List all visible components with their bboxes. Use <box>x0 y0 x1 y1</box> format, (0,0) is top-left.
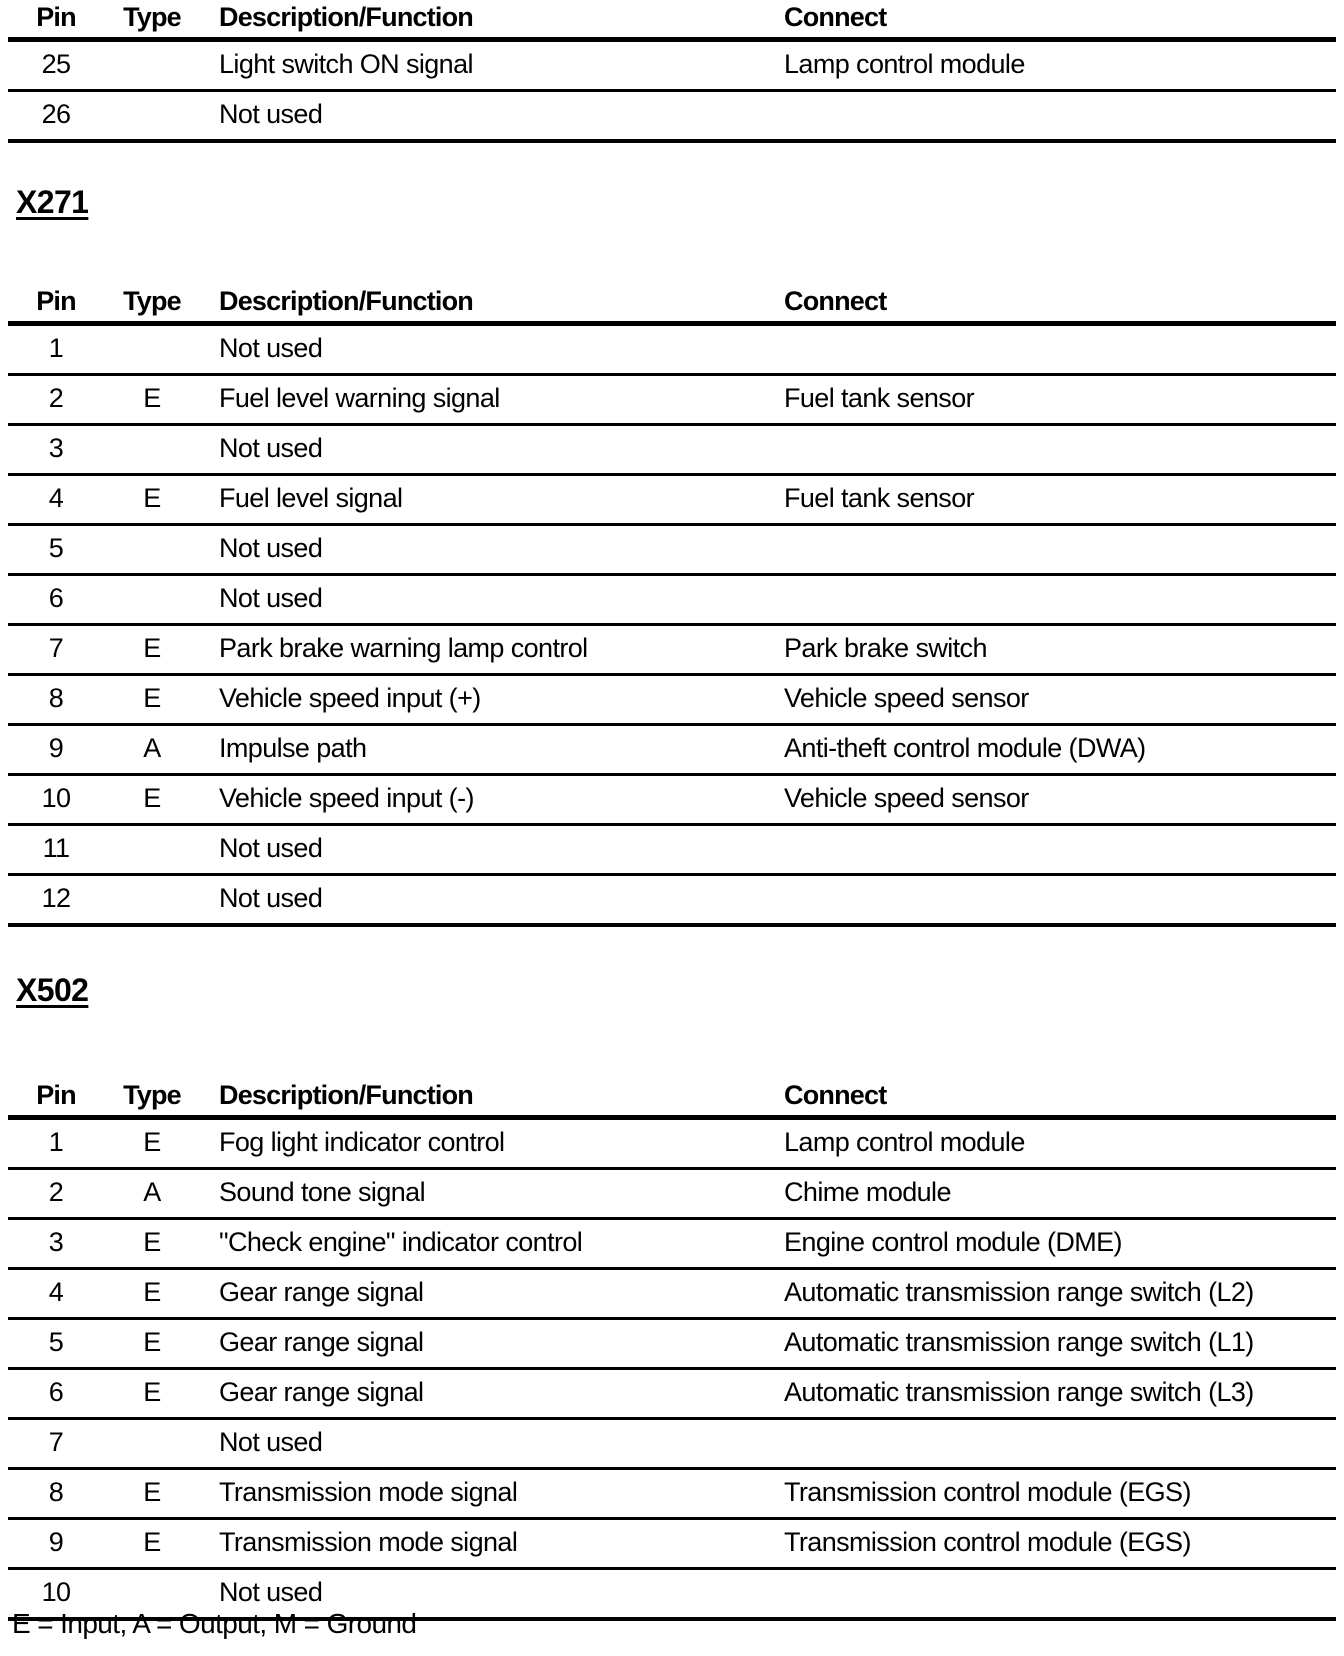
pin-cell: 10 <box>41 783 71 813</box>
table-row <box>8 92 1336 143</box>
pin-cell: 6 <box>48 1377 64 1407</box>
pin-table-x502 <box>8 1078 1336 1621</box>
col-connect-header: Connect <box>784 286 887 316</box>
pin-cell: 5 <box>48 533 64 563</box>
pin-cell: 5 <box>48 1327 64 1357</box>
connect-cell: Automatic transmission range switch (L1) <box>784 1327 1254 1357</box>
pin-cell: 11 <box>42 833 70 863</box>
col-type-header: Type <box>123 286 181 316</box>
pin-cell: 25 <box>41 49 71 79</box>
connector-title-x271: X271 <box>16 184 89 220</box>
table-row <box>8 1470 1336 1520</box>
connect-cell: Vehicle speed sensor <box>784 683 1029 713</box>
pin-cell: 8 <box>48 683 64 713</box>
table-row <box>8 426 1336 476</box>
pin-table-x271 <box>8 284 1336 927</box>
description-cell: Fuel level warning signal <box>219 383 500 413</box>
description-cell: Gear range signal <box>219 1377 424 1407</box>
description-cell: Light switch ON signal <box>219 49 473 79</box>
table-row <box>8 826 1336 876</box>
type-cell: E <box>143 633 161 663</box>
table-row <box>8 1170 1336 1220</box>
type-cell: E <box>143 1477 161 1507</box>
col-description-header: Description/Function <box>219 1080 474 1110</box>
pin-cell: 8 <box>48 1477 64 1507</box>
description-cell: Vehicle speed input (-) <box>219 783 474 813</box>
pin-cell: 3 <box>48 1227 64 1257</box>
col-pin-header: Pin <box>36 2 76 32</box>
type-cell: E <box>143 383 161 413</box>
pin-cell: 2 <box>48 1177 64 1207</box>
table-row <box>8 1270 1336 1320</box>
col-pin-header: Pin <box>36 1080 76 1110</box>
description-cell: Not used <box>219 99 323 129</box>
pin-cell: 3 <box>48 433 64 463</box>
table-row <box>8 1120 1336 1170</box>
description-cell: Gear range signal <box>219 1277 424 1307</box>
table-header <box>8 284 1336 326</box>
connect-cell: Engine control module (DME) <box>784 1227 1122 1257</box>
table-row <box>8 726 1336 776</box>
pin-cell: 9 <box>48 1527 64 1557</box>
connect-cell: Fuel tank sensor <box>784 483 974 513</box>
description-cell: Sound tone signal <box>219 1177 425 1207</box>
table-row <box>8 1420 1336 1470</box>
type-cell: E <box>143 1377 161 1407</box>
table-row <box>8 676 1336 726</box>
table-row <box>8 1520 1336 1570</box>
description-cell: Transmission mode signal <box>219 1527 518 1557</box>
connect-cell: Chime module <box>784 1177 951 1207</box>
pin-cell: 4 <box>48 1277 64 1307</box>
description-cell: Not used <box>219 433 323 463</box>
col-type-header: Type <box>123 1080 181 1110</box>
type-cell: E <box>143 683 161 713</box>
description-cell: Gear range signal <box>219 1327 424 1357</box>
type-cell: A <box>143 733 161 763</box>
type-cell: E <box>143 783 161 813</box>
description-cell: Not used <box>219 1427 323 1457</box>
table-row <box>8 476 1336 526</box>
description-cell: Fuel level signal <box>219 483 403 513</box>
col-connect-header: Connect <box>784 1080 887 1110</box>
connect-cell: Automatic transmission range switch (L3) <box>784 1377 1254 1407</box>
table-row <box>8 1220 1336 1270</box>
type-cell: E <box>143 1277 161 1307</box>
type-cell: E <box>143 1227 161 1257</box>
description-cell: "Check engine" indicator control <box>219 1227 583 1257</box>
description-cell: Not used <box>219 333 323 363</box>
type-cell: A <box>143 1177 161 1207</box>
description-cell: Park brake warning lamp control <box>219 633 588 663</box>
connect-cell: Park brake switch <box>784 633 987 663</box>
col-connect-header: Connect <box>784 2 887 32</box>
col-description-header: Description/Function <box>219 286 474 316</box>
table-row <box>8 1320 1336 1370</box>
table-row <box>8 1370 1336 1420</box>
description-cell: Not used <box>219 833 323 863</box>
description-cell: Not used <box>219 1577 323 1607</box>
table-row <box>8 626 1336 676</box>
connect-cell: Transmission control module (EGS) <box>784 1477 1191 1507</box>
description-cell: Not used <box>219 883 323 913</box>
table-row <box>8 376 1336 426</box>
description-cell: Impulse path <box>219 733 367 763</box>
table-row <box>8 526 1336 576</box>
connect-cell: Lamp control module <box>784 49 1025 79</box>
pin-cell: 7 <box>48 633 64 663</box>
pin-cell: 12 <box>41 883 71 913</box>
description-cell: Transmission mode signal <box>219 1477 518 1507</box>
table-row <box>8 576 1336 626</box>
pin-cell: 1 <box>48 1127 64 1157</box>
pin-table-continued <box>8 0 1336 143</box>
pin-cell: 10 <box>41 1577 71 1607</box>
pin-cell: 7 <box>48 1427 64 1457</box>
connect-cell: Fuel tank sensor <box>784 383 974 413</box>
description-cell: Fog light indicator control <box>219 1127 505 1157</box>
type-legend: E = Input, A = Output, M = Ground <box>12 1608 417 1639</box>
pin-cell: 6 <box>48 583 64 613</box>
table-header <box>8 0 1336 42</box>
type-cell: E <box>143 1327 161 1357</box>
pin-cell: 1 <box>48 333 64 363</box>
table-row <box>8 776 1336 826</box>
connector-title-x502: X502 <box>16 972 89 1008</box>
connect-cell: Vehicle speed sensor <box>784 783 1029 813</box>
col-type-header: Type <box>123 2 181 32</box>
pin-cell: 2 <box>48 383 64 413</box>
type-cell: E <box>143 1127 161 1157</box>
description-cell: Vehicle speed input (+) <box>219 683 481 713</box>
table-row <box>8 42 1336 92</box>
pin-cell: 26 <box>41 99 71 129</box>
pin-cell: 9 <box>48 733 64 763</box>
col-pin-header: Pin <box>36 286 76 316</box>
connect-cell: Automatic transmission range switch (L2) <box>784 1277 1254 1307</box>
connect-cell: Lamp control module <box>784 1127 1025 1157</box>
table-row <box>8 326 1336 376</box>
pin-cell: 4 <box>48 483 64 513</box>
table-row <box>8 876 1336 927</box>
col-description-header: Description/Function <box>219 2 474 32</box>
type-cell: E <box>143 483 161 513</box>
description-cell: Not used <box>219 533 323 563</box>
connect-cell: Transmission control module (EGS) <box>784 1527 1191 1557</box>
connect-cell: Anti-theft control module (DWA) <box>784 733 1146 763</box>
table-header <box>8 1078 1336 1120</box>
description-cell: Not used <box>219 583 323 613</box>
type-cell: E <box>143 1527 161 1557</box>
